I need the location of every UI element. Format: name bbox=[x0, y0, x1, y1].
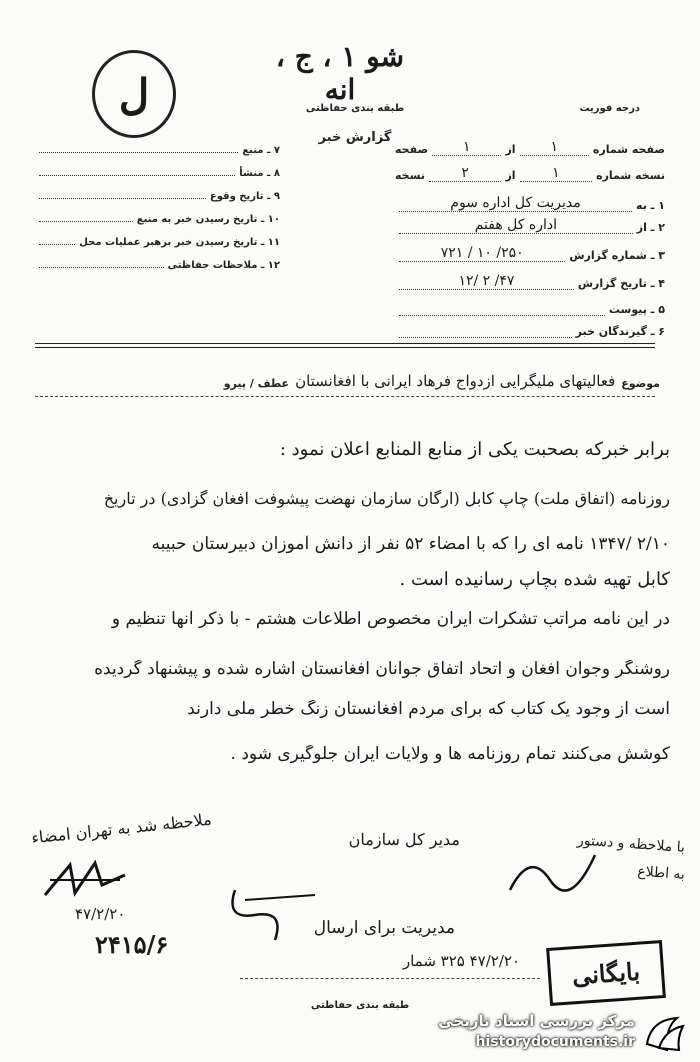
right-note-1: با ملاحظه و دستور bbox=[576, 832, 686, 856]
right-field-label: صفحه شماره bbox=[592, 143, 665, 156]
subject-label: موضوع bbox=[621, 377, 660, 390]
watermark-logo-icon bbox=[643, 1014, 687, 1054]
right-field-label: نسخه شماره bbox=[596, 169, 665, 182]
priority-label: درجه فوریت bbox=[579, 103, 640, 114]
bottom-date: ۴۷/۲/۲۰ ۳۲۵ شمار bbox=[402, 952, 520, 970]
left-field-dotted-line bbox=[39, 243, 75, 245]
left-signature-scribble bbox=[40, 855, 130, 905]
right-field-value2: ۱ bbox=[432, 139, 501, 156]
watermark-url: historydocuments.ir bbox=[475, 1034, 635, 1050]
left-note: ملاحظه شد به تهران امضاء bbox=[30, 809, 213, 848]
right-field-row bbox=[395, 272, 665, 290]
right-field-value: ۲۵۰/ ۱۰ / ۷۲۱ bbox=[399, 245, 565, 262]
watermark-title: مرکز بررسی اسناد تاریخی bbox=[438, 1012, 635, 1030]
right-field-value2: ۲ bbox=[429, 165, 502, 182]
right-field-mid: از bbox=[505, 143, 516, 156]
right-field-value: اداره کل هفتم bbox=[399, 217, 633, 234]
left-field-dotted-line bbox=[39, 174, 235, 176]
circled-mark bbox=[92, 50, 176, 138]
right-field-label: ۴ ـ تاریخ گزارش bbox=[577, 277, 665, 290]
right-note-2: به اطلاع bbox=[636, 863, 686, 883]
footer-classification: طبقه بندی حفاظتی bbox=[310, 1000, 410, 1011]
left-field-row bbox=[35, 161, 280, 179]
left-field-label: ۹ ـ تاریخ وقوع bbox=[209, 191, 280, 202]
right-field-label: ۳ ـ شماره گزارش bbox=[569, 249, 665, 262]
right-field-row bbox=[395, 164, 665, 182]
body-line: برابر خبرکه بصحبت یکی از منابع المنابع اعلان نمود : bbox=[279, 440, 670, 460]
left-field-row bbox=[35, 253, 280, 271]
body-line: روزنامه (اتفاق ملت) چاپ کابل (ارگان سازمان نهضت پیشوفت افغان گزادی) در تاریخ bbox=[103, 490, 670, 508]
archive-stamp-text: بایگانی bbox=[571, 956, 641, 990]
center-note: مدیر کل سازمان bbox=[348, 830, 460, 849]
right-field-label: ۵ ـ پیوست bbox=[608, 303, 665, 316]
left-field-row bbox=[35, 207, 280, 225]
body-line: کابل تهیه شده بچاپ رسانیده است . bbox=[399, 570, 670, 590]
left-field-row bbox=[35, 184, 280, 202]
right-field-row bbox=[395, 320, 665, 338]
right-field-mid: از bbox=[505, 169, 516, 182]
right-field-row bbox=[395, 216, 665, 234]
right-field-label: ۶ ـ گیرندگان خبر bbox=[575, 325, 665, 338]
center-signature-scribble bbox=[215, 880, 335, 950]
right-field-value: ۱ bbox=[520, 139, 589, 156]
watermark bbox=[415, 1010, 695, 1056]
left-field-dotted-line bbox=[39, 197, 206, 199]
left-field-label: ۱۱ ـ تاریخ رسیدن خبر برهبر عملیات محل bbox=[79, 237, 280, 248]
left-field-dotted-line bbox=[39, 151, 238, 153]
circled-mark-letter: ل bbox=[118, 69, 150, 119]
bottom-dashed-rule bbox=[240, 978, 540, 979]
header-bottom-rule-2 bbox=[35, 347, 655, 348]
top-handwritten-heading: شو ۱ ، ج ، انه bbox=[275, 40, 405, 106]
body-line: است از وجود یک کتاب که برای مردم افغانستان زنگ خطر ملی دارند bbox=[187, 700, 670, 719]
right-field-value: ۴۷/ ۲ /۱۲ bbox=[399, 273, 574, 290]
right-field-row bbox=[395, 138, 665, 156]
report-title: گزارش خبر bbox=[318, 130, 392, 145]
left-field-label: ۷ ـ منبع bbox=[242, 145, 280, 156]
subject-ref: عطف / پیرو bbox=[223, 377, 290, 390]
archive-stamp bbox=[546, 940, 666, 1006]
right-field-row bbox=[395, 194, 665, 212]
right-field-value: مدیریت کل اداره سوم bbox=[399, 195, 632, 212]
left-number: ۲۴۱۵/۶ bbox=[95, 930, 169, 959]
subject-line bbox=[190, 372, 660, 390]
left-field-label: ۸ ـ منشأ bbox=[239, 168, 280, 179]
subject-underline bbox=[35, 396, 655, 397]
left-date: ۴۷/۲/۲۰ bbox=[75, 905, 126, 923]
body-line: کوشش می‌کنند تمام روزنامه ها و ولایات ایران جلوگیری شود . bbox=[230, 745, 670, 764]
right-field-value bbox=[399, 315, 605, 316]
right-field-label: ۱ ـ به bbox=[636, 199, 665, 212]
right-field-suffix: نسخه bbox=[394, 169, 425, 182]
right-field-value bbox=[399, 337, 572, 338]
right-field-value: ۱ bbox=[520, 165, 593, 182]
left-field-dotted-line bbox=[39, 220, 133, 222]
body-line: در این نامه مراتب تشکرات ایران مخصوص اطلاعات هشتم - با ذکر آنها تنظیم و bbox=[111, 610, 670, 629]
right-field-row bbox=[395, 298, 665, 316]
body-line: روشنگر وجوان افغان و اتحاد اتفاق جوانان افغانستان اشاره شده و پیشنهاد گردیده bbox=[94, 660, 670, 679]
left-field-label: ۱۲ ـ ملاحظات حفاظتی bbox=[167, 260, 280, 271]
header-bottom-rule bbox=[35, 343, 655, 344]
right-field-row bbox=[395, 244, 665, 262]
right-field-suffix: صفحه bbox=[394, 143, 429, 156]
classification-label-top: طبقه بندی حفاظتی bbox=[305, 103, 405, 114]
subject-text: فعالیتهای ملیگرایی ازدواج فرهاد ایرانی با افغانستان bbox=[295, 372, 616, 390]
left-field-row bbox=[35, 230, 280, 248]
right-field-label: ۲ ـ از bbox=[636, 221, 665, 234]
left-field-label: ۱۰ ـ تاریخ رسیدن خبر به منبع bbox=[136, 214, 280, 225]
bottom-note: مدیریت برای ارسال bbox=[313, 918, 455, 938]
left-field-dotted-line bbox=[39, 266, 164, 268]
body-line: ۲/۱۰ /۱۳۴۷ نامه ای را که با امضاء ۵۲ نفر از دانش آموزان دبیرستان حبیبه bbox=[151, 535, 670, 554]
right-signature-scribble bbox=[500, 840, 600, 900]
left-field-row bbox=[35, 138, 280, 156]
